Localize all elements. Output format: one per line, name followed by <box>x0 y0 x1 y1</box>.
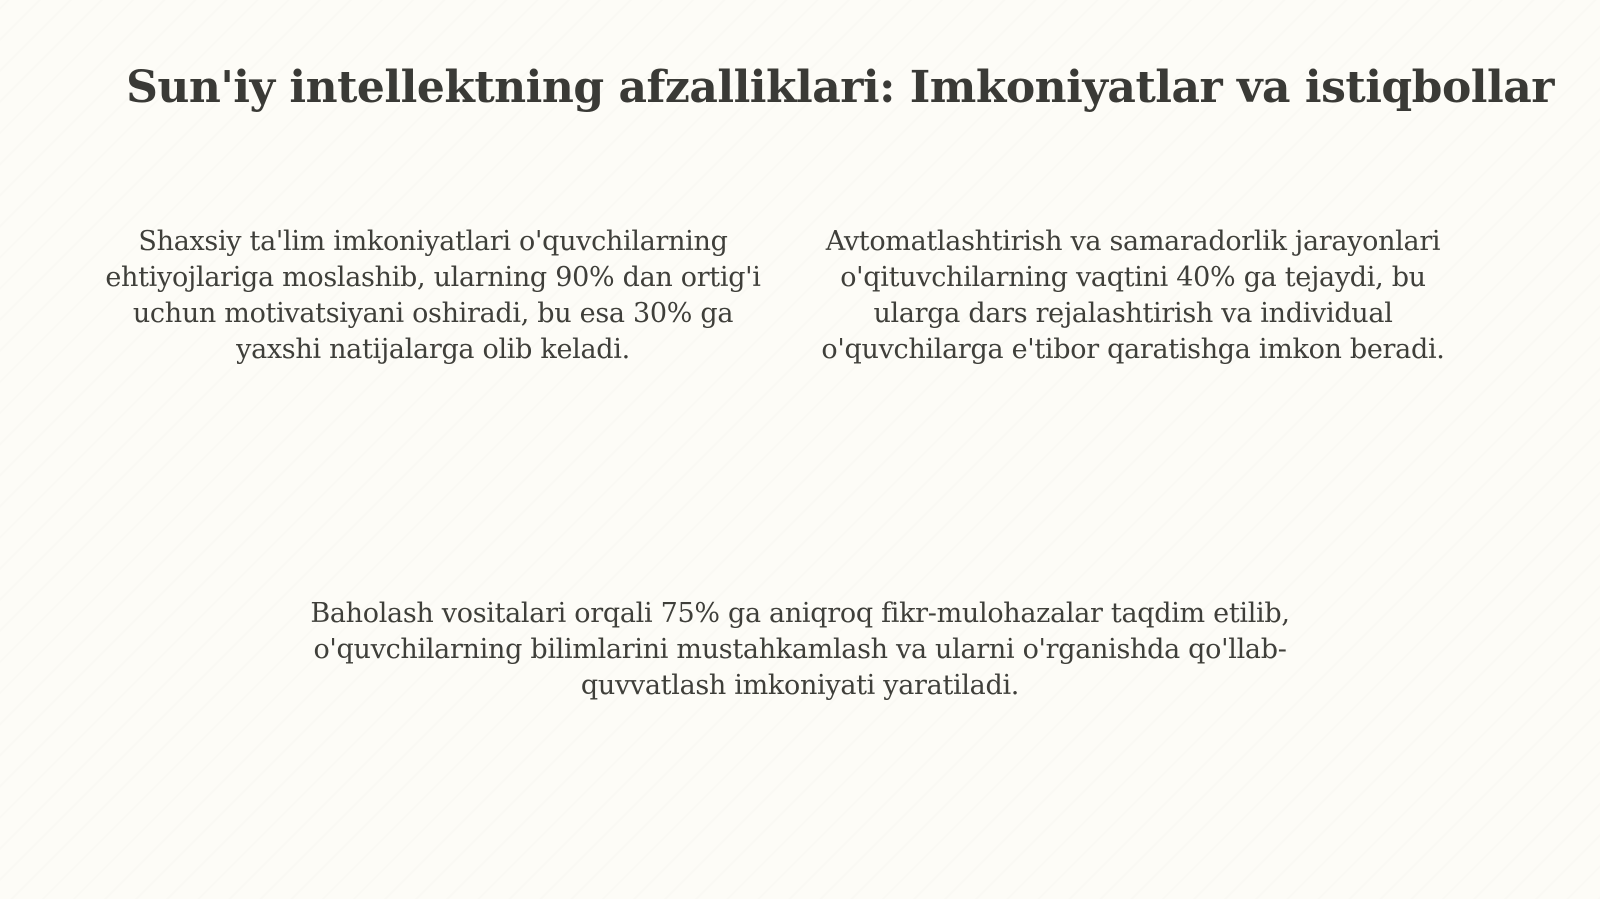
slide-title: Sun'iy intellektning afzalliklari: Imkoniyatlar va istiqbollar <box>126 62 1554 113</box>
point-personalized-learning: Shaxsiy ta'lim imkoniyatlari o'quvchilarning ehtiyojlariga moslashib, ularning 90% dan ortig'i uchun motivatsiyani oshiradi, bu esa 30% ga yaxshi natijalarga olib keladi. <box>105 226 761 365</box>
point-automation-efficiency: Avtomatlashtirish va samaradorlik jarayonlari o'qituvchilarning vaqtini 40% ga tejaydi, bu ularga dars rejalashtirish va individual o'quvchilarga e'tibor qaratishga imkon beradi. <box>821 226 1445 365</box>
point-assessment-tools: Baholash vositalari orqali 75% ga aniqroq fikr-mulohazalar taqdim etilib, o'quvchilarning bilimlarini mustahkamlash va ularni o'rganishda qo'llab-quvvatlash imkoniyati yaratiladi. <box>310 598 1290 701</box>
